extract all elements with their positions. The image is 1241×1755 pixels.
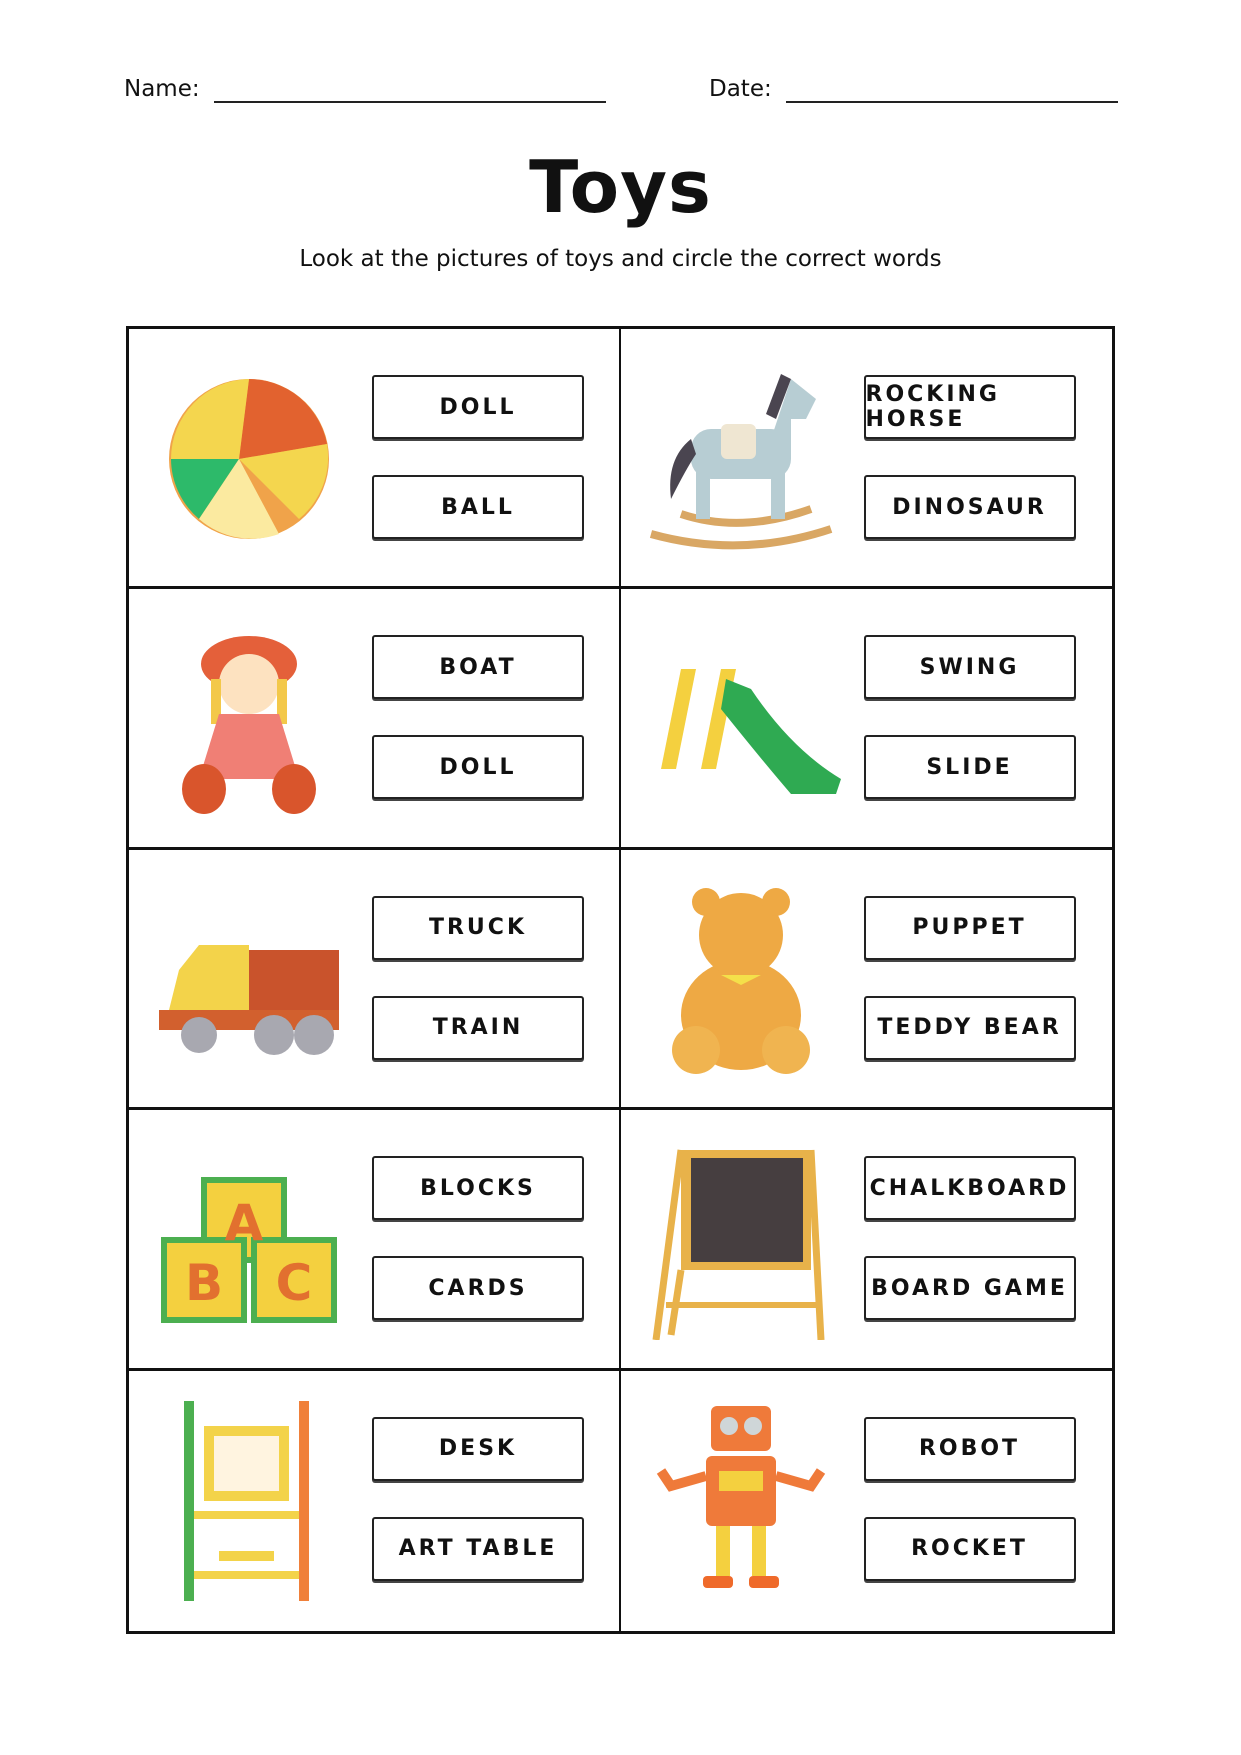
option-desk[interactable]: DESK [372,1417,584,1481]
teddy-bear-image [641,880,841,1080]
toy-cell-doll [129,589,621,849]
option-doll[interactable]: DOLL [372,375,584,439]
toy-cell-teddy-bear [621,850,1113,1110]
option-cards[interactable]: CARDS [372,1256,584,1320]
option-blocks[interactable]: BLOCKS [372,1156,584,1220]
option-puppet[interactable]: PUPPET [864,896,1076,960]
toy-cell-robot [621,1371,1113,1631]
svg-text:A: A [224,1194,264,1253]
svg-text:C: C [275,1254,313,1313]
option-train[interactable]: TRAIN [372,996,584,1060]
blocks-image [149,1140,349,1340]
slide-image [641,619,841,819]
toy-cell-art-table [129,1371,621,1631]
robot-image [641,1401,841,1601]
option-art-table[interactable]: ART TABLE [372,1517,584,1581]
name-label: Name: [124,76,200,102]
toy-cell-slide [621,589,1113,849]
toy-cell-blocks [129,1110,621,1370]
option-swing[interactable]: SWING [864,635,1076,699]
option-rocket[interactable]: ROCKET [864,1517,1076,1581]
rocking-horse-image [641,359,841,559]
doll-image [149,619,349,819]
option-teddy-bear[interactable]: TEDDY BEAR [864,996,1076,1060]
option-slide[interactable]: SLIDE [864,735,1076,799]
toy-cell-rocking-horse [621,329,1113,589]
truck-image [149,880,349,1080]
instructions: Look at the pictures of toys and circle the correct words [299,246,942,272]
page-title: Toys [529,145,712,229]
toy-grid [126,326,1115,1634]
toy-cell-truck [129,850,621,1110]
option-board-game[interactable]: BOARD GAME [864,1256,1076,1320]
option-robot[interactable]: ROBOT [864,1417,1076,1481]
option-ball[interactable]: BALL [372,475,584,539]
toy-cell-ball [129,329,621,589]
option-boat[interactable]: BOAT [372,635,584,699]
toy-cell-chalkboard [621,1110,1113,1370]
option-chalkboard[interactable]: CHALKBOARD [864,1156,1076,1220]
date-label: Date: [709,76,772,102]
option-doll[interactable]: DOLL [372,735,584,799]
svg-text:B: B [184,1254,224,1313]
art-table-image [149,1401,349,1601]
date-field[interactable] [786,101,1118,103]
ball-image [149,359,349,559]
chalkboard-image [641,1140,841,1340]
name-field[interactable] [214,101,606,103]
option-dinosaur[interactable]: DINOSAUR [864,475,1076,539]
option-rocking-horse[interactable]: ROCKING HORSE [864,375,1076,439]
option-truck[interactable]: TRUCK [372,896,584,960]
